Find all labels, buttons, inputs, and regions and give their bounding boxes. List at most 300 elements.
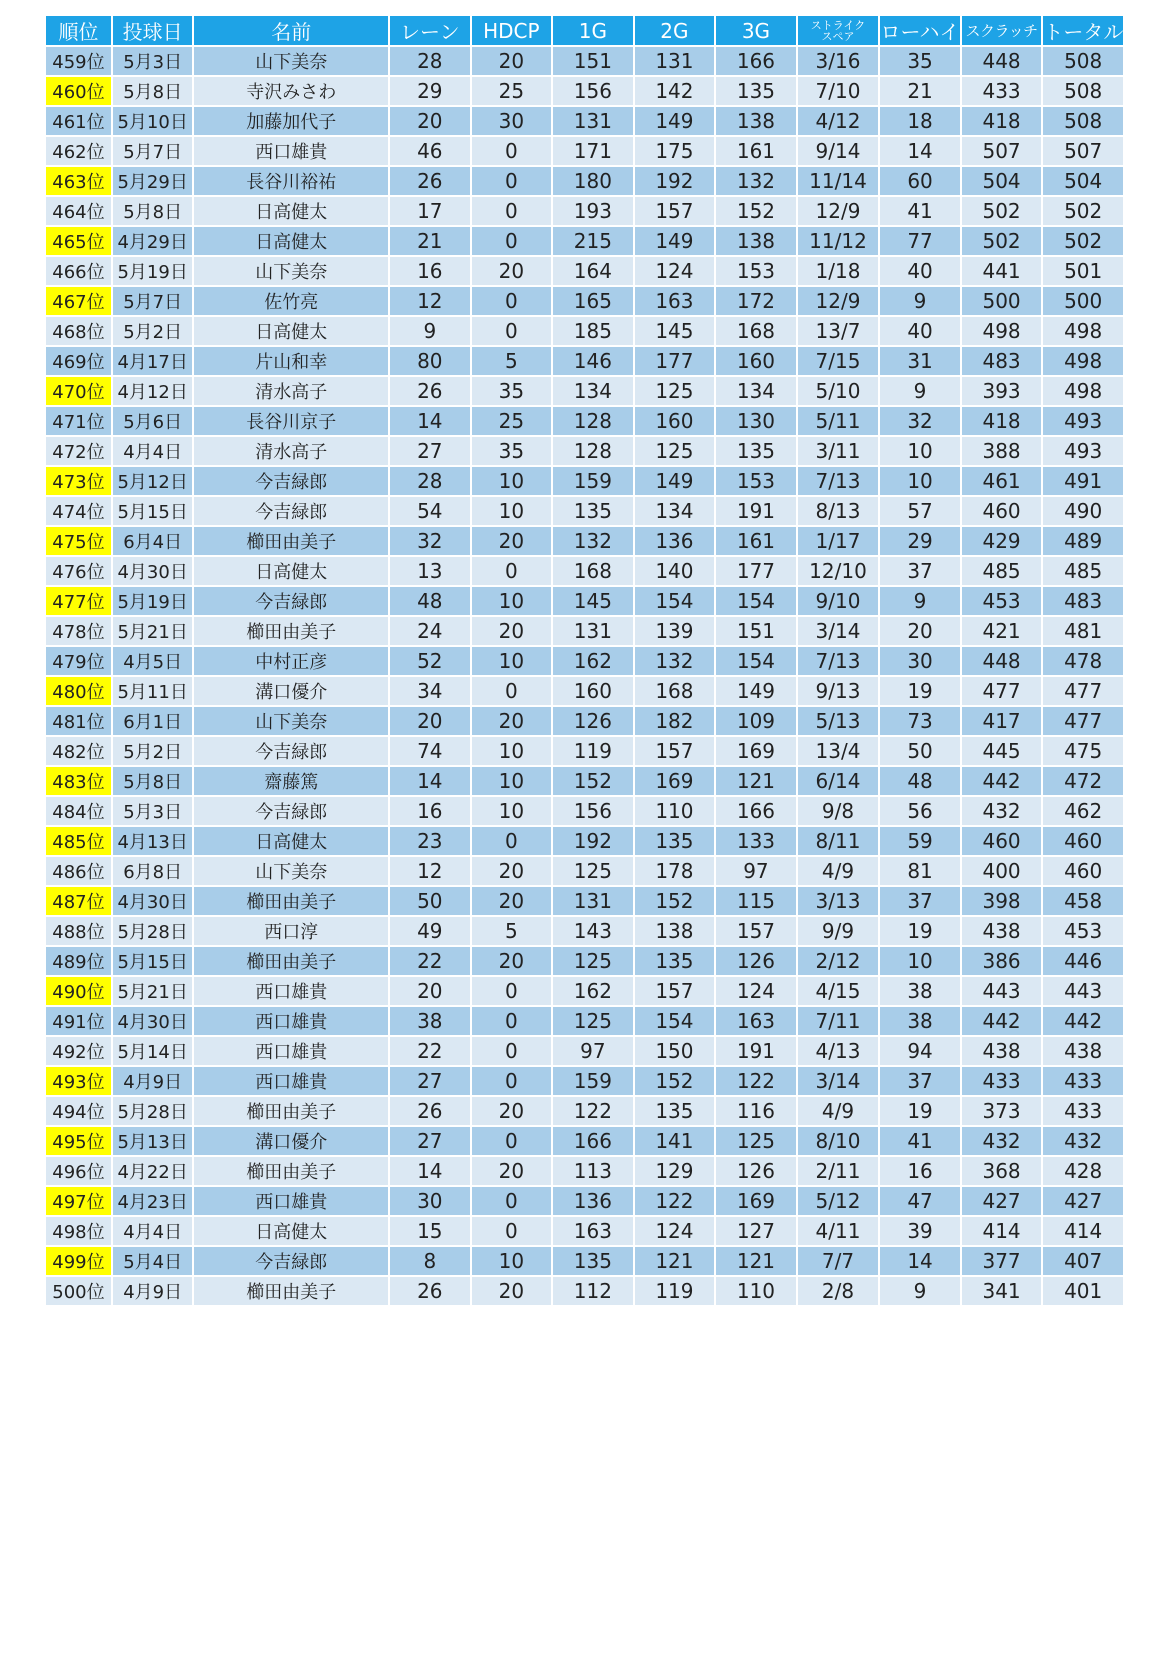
- cell-game-1: 136: [553, 1187, 633, 1217]
- cell-scratch: 443: [962, 977, 1042, 1007]
- cell-name: 日高健太: [194, 557, 388, 587]
- header-rank: 順位: [46, 16, 111, 47]
- cell-scratch: 393: [962, 377, 1042, 407]
- cell-hdcp: 0: [472, 1007, 552, 1037]
- cell-game-1: 165: [553, 287, 633, 317]
- table-row: [46, 287, 1123, 317]
- cell-game-3: 130: [716, 407, 796, 437]
- cell-game-3: 122: [716, 1067, 796, 1097]
- cell-low-high: 19: [880, 917, 960, 947]
- cell-date: 5月8日: [113, 77, 193, 107]
- table-body: [46, 47, 1123, 1307]
- header-low-high: ローハイ: [880, 16, 960, 47]
- cell-game-1: 160: [553, 677, 633, 707]
- table-row: [46, 1097, 1123, 1127]
- table-row: [46, 107, 1123, 137]
- cell-date: 5月7日: [113, 137, 193, 167]
- header-hdcp: HDCP: [472, 16, 552, 47]
- table-row: [46, 227, 1123, 257]
- cell-game-3: 166: [716, 47, 796, 77]
- cell-game-1: 119: [553, 737, 633, 767]
- cell-strike-spare: 4/13: [798, 1037, 879, 1067]
- cell-rank: 493位: [46, 1067, 111, 1097]
- cell-lane: 21: [390, 227, 470, 257]
- cell-low-high: 30: [880, 647, 960, 677]
- cell-low-high: 35: [880, 47, 960, 77]
- cell-hdcp: 30: [472, 107, 552, 137]
- cell-game-2: 169: [635, 767, 715, 797]
- cell-hdcp: 0: [472, 557, 552, 587]
- cell-rank: 469位: [46, 347, 111, 377]
- table-row: [46, 1247, 1123, 1277]
- cell-name: 西口淳: [194, 917, 388, 947]
- cell-name: 櫛田由美子: [194, 617, 388, 647]
- cell-game-3: 157: [716, 917, 796, 947]
- cell-date: 5月15日: [113, 497, 193, 527]
- cell-game-2: 134: [635, 497, 715, 527]
- cell-game-3: 116: [716, 1097, 796, 1127]
- cell-date: 4月12日: [113, 377, 193, 407]
- cell-game-2: 177: [635, 347, 715, 377]
- table-row: [46, 527, 1123, 557]
- table-row: [46, 707, 1123, 737]
- cell-rank: 481位: [46, 707, 111, 737]
- table-row: [46, 497, 1123, 527]
- cell-lane: 14: [390, 767, 470, 797]
- cell-lane: 8: [390, 1247, 470, 1277]
- cell-game-1: 128: [553, 407, 633, 437]
- cell-game-3: 126: [716, 947, 796, 977]
- cell-rank: 496位: [46, 1157, 111, 1187]
- cell-total: 472: [1043, 767, 1123, 797]
- cell-lane: 14: [390, 407, 470, 437]
- cell-lane: 12: [390, 287, 470, 317]
- cell-rank: 500位: [46, 1277, 111, 1307]
- table-row: [46, 917, 1123, 947]
- cell-hdcp: 20: [472, 527, 552, 557]
- cell-low-high: 50: [880, 737, 960, 767]
- cell-lane: 20: [390, 707, 470, 737]
- cell-hdcp: 10: [472, 797, 552, 827]
- cell-date: 4月30日: [113, 1007, 193, 1037]
- cell-game-2: 124: [635, 257, 715, 287]
- cell-date: 4月22日: [113, 1157, 193, 1187]
- cell-lane: 52: [390, 647, 470, 677]
- cell-low-high: 14: [880, 1247, 960, 1277]
- cell-game-1: 159: [553, 467, 633, 497]
- cell-strike-spare: 4/9: [798, 1097, 879, 1127]
- cell-name: 櫛田由美子: [194, 527, 388, 557]
- cell-date: 5月8日: [113, 197, 193, 227]
- cell-scratch: 427: [962, 1187, 1042, 1217]
- cell-lane: 34: [390, 677, 470, 707]
- cell-strike-spare: 3/11: [798, 437, 879, 467]
- cell-game-2: 192: [635, 167, 715, 197]
- cell-scratch: 414: [962, 1217, 1042, 1247]
- cell-game-2: 152: [635, 887, 715, 917]
- cell-scratch: 373: [962, 1097, 1042, 1127]
- cell-name: 今吉緑郎: [194, 467, 388, 497]
- cell-rank: 476位: [46, 557, 111, 587]
- cell-game-2: 182: [635, 707, 715, 737]
- cell-game-1: 135: [553, 497, 633, 527]
- cell-rank: 487位: [46, 887, 111, 917]
- cell-game-2: 157: [635, 977, 715, 1007]
- cell-game-1: 131: [553, 617, 633, 647]
- table-row: [46, 47, 1123, 77]
- cell-game-1: 143: [553, 917, 633, 947]
- cell-game-2: 119: [635, 1277, 715, 1307]
- cell-name: 佐竹亮: [194, 287, 388, 317]
- cell-game-3: 191: [716, 497, 796, 527]
- cell-total: 477: [1043, 707, 1123, 737]
- cell-rank: 472位: [46, 437, 111, 467]
- cell-lane: 48: [390, 587, 470, 617]
- cell-game-2: 140: [635, 557, 715, 587]
- cell-lane: 26: [390, 167, 470, 197]
- cell-game-1: 113: [553, 1157, 633, 1187]
- cell-game-2: 138: [635, 917, 715, 947]
- table-row: [46, 137, 1123, 167]
- cell-game-3: 169: [716, 1187, 796, 1217]
- cell-hdcp: 0: [472, 1187, 552, 1217]
- cell-scratch: 445: [962, 737, 1042, 767]
- cell-low-high: 10: [880, 467, 960, 497]
- cell-low-high: 20: [880, 617, 960, 647]
- cell-game-3: 154: [716, 587, 796, 617]
- cell-strike-spare: 9/9: [798, 917, 879, 947]
- cell-rank: 486位: [46, 857, 111, 887]
- cell-date: 4月13日: [113, 827, 193, 857]
- cell-hdcp: 0: [472, 167, 552, 197]
- cell-low-high: 19: [880, 677, 960, 707]
- cell-date: 5月13日: [113, 1127, 193, 1157]
- cell-date: 5月7日: [113, 287, 193, 317]
- table-row: [46, 1277, 1123, 1307]
- cell-strike-spare: 7/7: [798, 1247, 879, 1277]
- cell-name: 清水高子: [194, 377, 388, 407]
- cell-lane: 32: [390, 527, 470, 557]
- cell-date: 5月12日: [113, 467, 193, 497]
- cell-total: 462: [1043, 797, 1123, 827]
- cell-date: 5月28日: [113, 1097, 193, 1127]
- cell-hdcp: 25: [472, 77, 552, 107]
- cell-hdcp: 10: [472, 497, 552, 527]
- cell-game-1: 145: [553, 587, 633, 617]
- cell-game-3: 149: [716, 677, 796, 707]
- cell-total: 485: [1043, 557, 1123, 587]
- cell-low-high: 41: [880, 197, 960, 227]
- cell-name: 西口雄貴: [194, 977, 388, 1007]
- cell-date: 4月23日: [113, 1187, 193, 1217]
- cell-strike-spare: 7/13: [798, 467, 879, 497]
- cell-date: 5月21日: [113, 977, 193, 1007]
- cell-strike-spare: 4/9: [798, 857, 879, 887]
- cell-hdcp: 0: [472, 677, 552, 707]
- cell-lane: 23: [390, 827, 470, 857]
- cell-total: 508: [1043, 77, 1123, 107]
- cell-name: 日高健太: [194, 827, 388, 857]
- cell-game-1: 192: [553, 827, 633, 857]
- cell-rank: 465位: [46, 227, 111, 257]
- cell-low-high: 37: [880, 887, 960, 917]
- header-scratch: スクラッチ: [962, 16, 1042, 47]
- cell-game-2: 178: [635, 857, 715, 887]
- cell-total: 504: [1043, 167, 1123, 197]
- cell-game-2: 131: [635, 47, 715, 77]
- cell-date: 5月19日: [113, 257, 193, 287]
- cell-lane: 20: [390, 107, 470, 137]
- cell-game-3: 126: [716, 1157, 796, 1187]
- cell-name: 加藤加代子: [194, 107, 388, 137]
- cell-hdcp: 10: [472, 467, 552, 497]
- cell-low-high: 16: [880, 1157, 960, 1187]
- cell-low-high: 38: [880, 977, 960, 1007]
- cell-lane: 13: [390, 557, 470, 587]
- cell-game-3: 127: [716, 1217, 796, 1247]
- cell-scratch: 460: [962, 497, 1042, 527]
- cell-rank: 480位: [46, 677, 111, 707]
- table-row: [46, 737, 1123, 767]
- cell-total: 446: [1043, 947, 1123, 977]
- table-row: [46, 617, 1123, 647]
- cell-lane: 27: [390, 1127, 470, 1157]
- cell-game-1: 134: [553, 377, 633, 407]
- cell-game-2: 157: [635, 197, 715, 227]
- cell-total: 493: [1043, 437, 1123, 467]
- cell-game-1: 131: [553, 107, 633, 137]
- cell-game-1: 152: [553, 767, 633, 797]
- cell-low-high: 39: [880, 1217, 960, 1247]
- header-row: [46, 16, 1123, 47]
- cell-date: 5月3日: [113, 797, 193, 827]
- cell-date: 5月2日: [113, 737, 193, 767]
- cell-strike-spare: 12/9: [798, 197, 879, 227]
- table-row: [46, 467, 1123, 497]
- cell-game-1: 193: [553, 197, 633, 227]
- cell-date: 4月17日: [113, 347, 193, 377]
- cell-lane: 22: [390, 947, 470, 977]
- cell-total: 508: [1043, 107, 1123, 137]
- cell-strike-spare: 11/12: [798, 227, 879, 257]
- cell-game-2: 163: [635, 287, 715, 317]
- cell-game-3: 135: [716, 437, 796, 467]
- table-row: [46, 827, 1123, 857]
- cell-date: 5月4日: [113, 1247, 193, 1277]
- cell-lane: 24: [390, 617, 470, 647]
- cell-game-1: 151: [553, 47, 633, 77]
- cell-game-2: 136: [635, 527, 715, 557]
- cell-low-high: 19: [880, 1097, 960, 1127]
- cell-hdcp: 20: [472, 617, 552, 647]
- cell-game-3: 110: [716, 1277, 796, 1307]
- cell-scratch: 442: [962, 767, 1042, 797]
- cell-game-1: 162: [553, 977, 633, 1007]
- header-game-1: 1G: [553, 16, 633, 47]
- cell-scratch: 485: [962, 557, 1042, 587]
- cell-date: 5月19日: [113, 587, 193, 617]
- cell-date: 4月4日: [113, 1217, 193, 1247]
- cell-name: 櫛田由美子: [194, 1097, 388, 1127]
- cell-hdcp: 25: [472, 407, 552, 437]
- cell-date: 4月4日: [113, 437, 193, 467]
- cell-scratch: 421: [962, 617, 1042, 647]
- cell-game-3: 125: [716, 1127, 796, 1157]
- cell-lane: 15: [390, 1217, 470, 1247]
- cell-game-3: 135: [716, 77, 796, 107]
- cell-lane: 26: [390, 377, 470, 407]
- cell-total: 427: [1043, 1187, 1123, 1217]
- cell-lane: 80: [390, 347, 470, 377]
- header-spare-label: スペア: [821, 29, 855, 43]
- cell-name: 今吉緑郎: [194, 497, 388, 527]
- cell-strike-spare: 9/8: [798, 797, 879, 827]
- cell-name: 山下美奈: [194, 47, 388, 77]
- cell-strike-spare: 5/11: [798, 407, 879, 437]
- cell-rank: 475位: [46, 527, 111, 557]
- cell-name: 山下美奈: [194, 707, 388, 737]
- cell-hdcp: 20: [472, 257, 552, 287]
- table-row: [46, 857, 1123, 887]
- cell-low-high: 18: [880, 107, 960, 137]
- cell-game-2: 154: [635, 587, 715, 617]
- cell-strike-spare: 7/15: [798, 347, 879, 377]
- table-row: [46, 257, 1123, 287]
- cell-total: 481: [1043, 617, 1123, 647]
- cell-scratch: 438: [962, 917, 1042, 947]
- cell-lane: 49: [390, 917, 470, 947]
- cell-lane: 20: [390, 977, 470, 1007]
- cell-strike-spare: 5/13: [798, 707, 879, 737]
- cell-lane: 74: [390, 737, 470, 767]
- cell-game-1: 164: [553, 257, 633, 287]
- cell-total: 458: [1043, 887, 1123, 917]
- cell-scratch: 341: [962, 1277, 1042, 1307]
- cell-lane: 17: [390, 197, 470, 227]
- cell-date: 5月6日: [113, 407, 193, 437]
- cell-scratch: 461: [962, 467, 1042, 497]
- cell-hdcp: 5: [472, 917, 552, 947]
- cell-game-1: 112: [553, 1277, 633, 1307]
- cell-name: 山下美奈: [194, 857, 388, 887]
- cell-game-2: 122: [635, 1187, 715, 1217]
- cell-rank: 497位: [46, 1187, 111, 1217]
- cell-low-high: 9: [880, 587, 960, 617]
- cell-game-3: 154: [716, 647, 796, 677]
- cell-name: 中村正彦: [194, 647, 388, 677]
- cell-scratch: 500: [962, 287, 1042, 317]
- cell-hdcp: 0: [472, 827, 552, 857]
- header-name: 名前: [194, 16, 388, 47]
- header-date: 投球日: [113, 16, 193, 47]
- cell-low-high: 57: [880, 497, 960, 527]
- cell-game-3: 166: [716, 797, 796, 827]
- cell-name: 日高健太: [194, 1217, 388, 1247]
- cell-game-1: 131: [553, 887, 633, 917]
- cell-scratch: 433: [962, 77, 1042, 107]
- cell-rank: 462位: [46, 137, 111, 167]
- cell-date: 5月11日: [113, 677, 193, 707]
- cell-hdcp: 5: [472, 347, 552, 377]
- cell-date: 4月30日: [113, 887, 193, 917]
- cell-strike-spare: 3/16: [798, 47, 879, 77]
- cell-game-3: 134: [716, 377, 796, 407]
- cell-name: 日高健太: [194, 317, 388, 347]
- cell-game-2: 157: [635, 737, 715, 767]
- cell-game-3: 97: [716, 857, 796, 887]
- cell-low-high: 21: [880, 77, 960, 107]
- cell-strike-spare: 2/8: [798, 1277, 879, 1307]
- cell-game-3: 177: [716, 557, 796, 587]
- cell-total: 442: [1043, 1007, 1123, 1037]
- header-total: トータル: [1043, 16, 1123, 47]
- cell-name: 西口雄貴: [194, 1007, 388, 1037]
- cell-strike-spare: 8/11: [798, 827, 879, 857]
- cell-game-1: 135: [553, 1247, 633, 1277]
- cell-game-1: 146: [553, 347, 633, 377]
- cell-rank: 460位: [46, 77, 111, 107]
- cell-scratch: 441: [962, 257, 1042, 287]
- cell-scratch: 502: [962, 227, 1042, 257]
- cell-strike-spare: 13/4: [798, 737, 879, 767]
- cell-game-2: 125: [635, 437, 715, 467]
- table-row: [46, 1127, 1123, 1157]
- cell-name: 櫛田由美子: [194, 1157, 388, 1187]
- cell-lane: 27: [390, 437, 470, 467]
- table-row: [46, 947, 1123, 977]
- cell-lane: 26: [390, 1277, 470, 1307]
- cell-game-1: 163: [553, 1217, 633, 1247]
- cell-lane: 16: [390, 797, 470, 827]
- cell-total: 500: [1043, 287, 1123, 317]
- cell-low-high: 94: [880, 1037, 960, 1067]
- cell-scratch: 417: [962, 707, 1042, 737]
- cell-hdcp: 0: [472, 287, 552, 317]
- cell-game-3: 191: [716, 1037, 796, 1067]
- ranking-table: [44, 16, 1125, 1307]
- cell-total: 401: [1043, 1277, 1123, 1307]
- cell-game-1: 180: [553, 167, 633, 197]
- cell-lane: 29: [390, 77, 470, 107]
- cell-lane: 26: [390, 1097, 470, 1127]
- cell-game-2: 129: [635, 1157, 715, 1187]
- cell-hdcp: 0: [472, 317, 552, 347]
- cell-total: 428: [1043, 1157, 1123, 1187]
- cell-name: 溝口優介: [194, 1127, 388, 1157]
- cell-game-3: 151: [716, 617, 796, 647]
- cell-lane: 28: [390, 47, 470, 77]
- cell-rank: 466位: [46, 257, 111, 287]
- cell-rank: 470位: [46, 377, 111, 407]
- cell-game-1: 97: [553, 1037, 633, 1067]
- cell-scratch: 460: [962, 827, 1042, 857]
- cell-name: 片山和幸: [194, 347, 388, 377]
- cell-scratch: 442: [962, 1007, 1042, 1037]
- table-row: [46, 647, 1123, 677]
- cell-hdcp: 10: [472, 587, 552, 617]
- cell-hdcp: 20: [472, 707, 552, 737]
- cell-lane: 54: [390, 497, 470, 527]
- cell-lane: 9: [390, 317, 470, 347]
- cell-rank: 484位: [46, 797, 111, 827]
- cell-date: 4月9日: [113, 1277, 193, 1307]
- cell-name: 山下美奈: [194, 257, 388, 287]
- cell-game-3: 152: [716, 197, 796, 227]
- cell-game-2: 135: [635, 827, 715, 857]
- cell-lane: 30: [390, 1187, 470, 1217]
- cell-name: 今吉緑郎: [194, 797, 388, 827]
- cell-name: 寺沢みさわ: [194, 77, 388, 107]
